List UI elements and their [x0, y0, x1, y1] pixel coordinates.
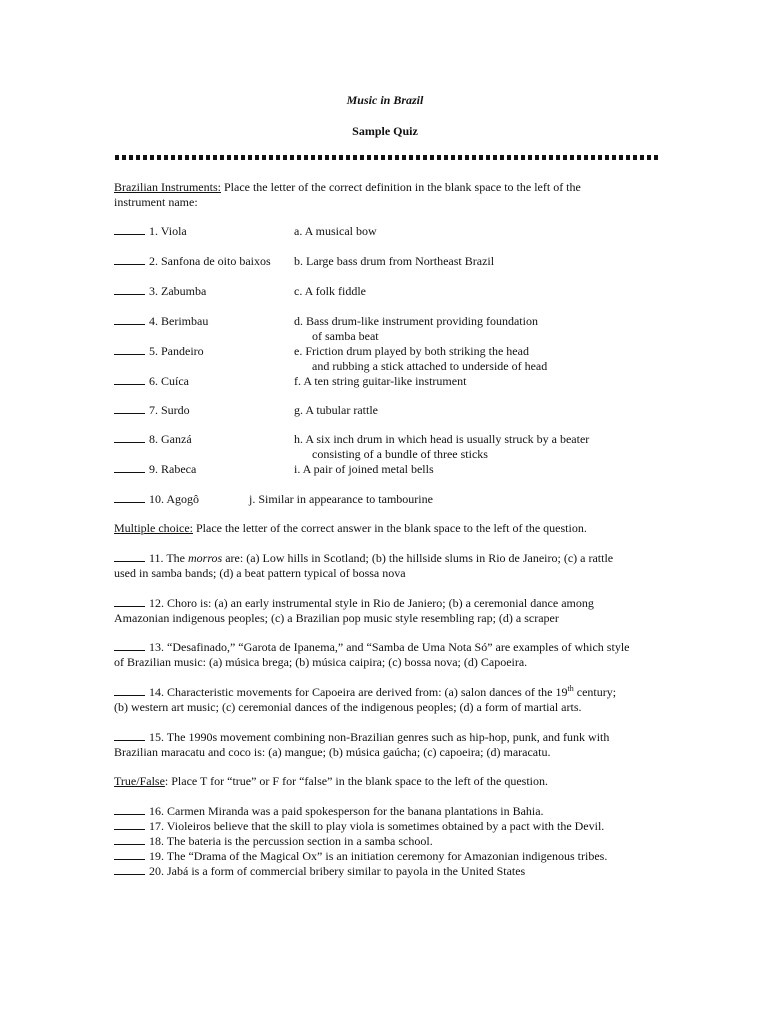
- instructions-text: Place the letter of the correct answer in the blank space to the left of the question.: [192, 521, 587, 535]
- definition: h. A six inch drum in which head is usually struck by a beater: [294, 432, 590, 446]
- answer-blank[interactable]: [114, 492, 145, 503]
- definition: e. Friction drum played by both striking the head: [294, 344, 529, 358]
- definition-cont: consisting of a bundle of three sticks: [312, 447, 488, 461]
- answer-blank[interactable]: [114, 224, 145, 235]
- section-heading: Multiple choice:: [114, 521, 193, 535]
- answer-blank[interactable]: [114, 730, 145, 741]
- definition: i. A pair of joined metal bells: [294, 462, 434, 476]
- section-heading: Brazilian Instruments:: [114, 180, 221, 194]
- item-label: 10. Agogô: [149, 492, 200, 506]
- answer-blank[interactable]: [114, 864, 145, 875]
- quiz-item: [114, 492, 199, 507]
- quiz-item: [114, 314, 208, 329]
- item-label: 2. Sanfona de oito baixos: [149, 254, 271, 268]
- answer-blank[interactable]: [114, 551, 145, 562]
- quiz-item: [114, 254, 271, 269]
- answer-blank[interactable]: [114, 432, 145, 443]
- answer-blank[interactable]: [114, 314, 145, 325]
- quiz-item: [114, 374, 189, 389]
- quiz-item: [114, 403, 190, 418]
- item-label: 8. Ganzá: [149, 432, 192, 446]
- question-cont: used in samba bands; (d) a beat pattern typical of bossa nova: [114, 566, 406, 580]
- item-label: 5. Pandeiro: [149, 344, 204, 358]
- item-label: 6. Cuíca: [149, 374, 189, 388]
- answer-blank[interactable]: [114, 344, 145, 355]
- answer-blank[interactable]: [114, 462, 145, 473]
- item-label: 4. Berimbau: [149, 314, 209, 328]
- item-label: 7. Surdo: [149, 403, 190, 417]
- definition: d. Bass drum-like instrument providing foundation: [294, 314, 538, 328]
- quiz-item: [114, 284, 206, 299]
- definition: a. A musical bow: [294, 224, 377, 238]
- answer-blank[interactable]: [114, 819, 145, 830]
- answer-blank[interactable]: [114, 596, 145, 607]
- item-label: 9. Rabeca: [149, 462, 197, 476]
- item-label: 1. Viola: [149, 224, 187, 238]
- quiz-item: [114, 344, 204, 359]
- question: 14. Characteristic movements for Capoeira are derived from: (a) salon dances of the 19th century;: [114, 685, 616, 700]
- quiz-item: [114, 224, 187, 239]
- section-multiple-choice-instructions: [114, 521, 587, 536]
- section-instruments-instructions: [114, 180, 581, 195]
- answer-blank[interactable]: [114, 834, 145, 845]
- definition: f. A ten string guitar-like instrument: [294, 374, 467, 388]
- question-cont: Brazilian maracatu and coco is: (a) mangue; (b) música gaúcha; (c) capoeira; (d) maracatu.: [114, 745, 551, 759]
- definition: b. Large bass drum from Northeast Brazil: [294, 254, 495, 268]
- answer-blank[interactable]: [114, 403, 145, 414]
- section-heading: True/False: [114, 774, 165, 788]
- answer-blank[interactable]: [114, 804, 145, 815]
- definition: c. A folk fiddle: [294, 284, 366, 298]
- document-subtitle: Sample Quiz: [352, 124, 418, 138]
- answer-blank[interactable]: [114, 374, 145, 385]
- dotted-divider: [115, 155, 660, 160]
- question: 11. The morros are: (a) Low hills in Scotland; (b) the hillside slums in Rio de Janeiro; (c) a rattle: [114, 551, 613, 566]
- question-cont: Amazonian indigenous peoples; (c) a Brazilian pop music style resembling rap; (d) a scraper: [114, 611, 559, 625]
- document-title: Music in Brazil: [346, 93, 424, 107]
- answer-blank[interactable]: [114, 685, 145, 696]
- definition: j. Similar in appearance to tambourine: [249, 492, 433, 506]
- instructions-text: Place the letter of the correct definition in the blank space to the left of the: [220, 180, 581, 194]
- answer-blank[interactable]: [114, 254, 145, 265]
- tf-question: 16. Carmen Miranda was a paid spokesperson for the banana plantations in Bahia.: [114, 804, 544, 819]
- definition-cont: and rubbing a stick attached to underside of head: [312, 359, 548, 373]
- question-cont: of Brazilian music: (a) música brega; (b) música caipira; (c) bossa nova; (d) Capoeira.: [114, 655, 528, 669]
- question-cont: (b) western art music; (c) ceremonial dances of the indigenous peoples; (d) a form of martial arts.: [114, 700, 582, 714]
- question: 13. “Desafinado,” “Garota de Ipanema,” and “Samba de Uma Nota Só” are examples of which style: [114, 640, 629, 655]
- answer-blank[interactable]: [114, 284, 145, 295]
- quiz-item: [114, 462, 196, 477]
- tf-question: 20. Jabá is a form of commercial bribery similar to payola in the United States: [114, 864, 525, 879]
- tf-question: 18. The bateria is the percussion section in a samba school.: [114, 834, 433, 849]
- answer-blank[interactable]: [114, 640, 145, 651]
- section-true-false-instructions: [114, 774, 548, 789]
- answer-blank[interactable]: [114, 849, 145, 860]
- instructions-text: : Place T for “true” or F for “false” in the blank space to the left of the question.: [164, 774, 548, 788]
- item-label: 3. Zabumba: [149, 284, 207, 298]
- question: 15. The 1990s movement combining non-Brazilian genres such as hip-hop, punk, and funk with: [114, 730, 609, 745]
- quiz-item: [114, 432, 192, 447]
- tf-question: 19. The “Drama of the Magical Ox” is an initiation ceremony for Amazonian indigenous tribes.: [114, 849, 607, 864]
- question: 12. Choro is: (a) an early instrumental style in Rio de Janiero; (b) a ceremonial dance among: [114, 596, 594, 611]
- tf-question: 17. Violeiros believe that the skill to play viola is sometimes obtained by a pact with the Devil.: [114, 819, 604, 834]
- definition: g. A tubular rattle: [294, 403, 378, 417]
- definition-cont: of samba beat: [312, 329, 379, 343]
- instructions-text-cont: instrument name:: [114, 195, 198, 209]
